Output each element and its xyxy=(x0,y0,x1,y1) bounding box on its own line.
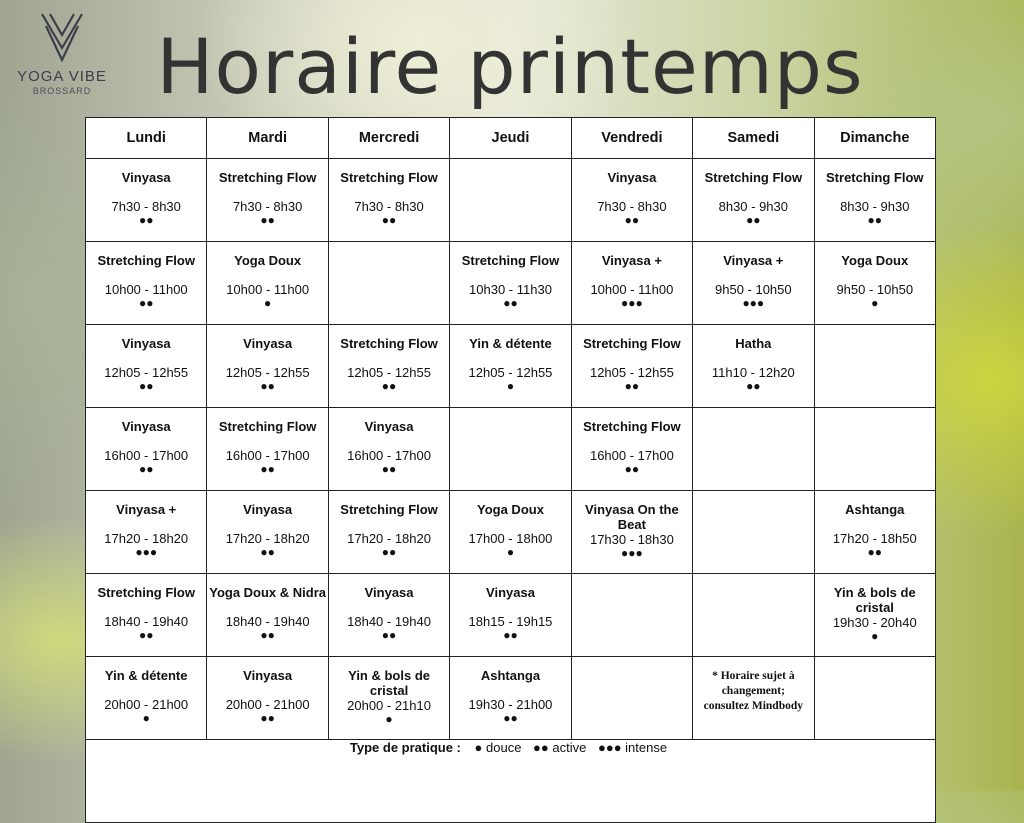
intensity-dots: ●● xyxy=(503,628,518,642)
class-time: 7h30 - 8h30 xyxy=(354,199,424,214)
class-name: Vinyasa xyxy=(121,170,171,185)
class-name: Stretching Flow xyxy=(218,419,317,434)
empty-slot xyxy=(693,491,814,574)
intensity-dots: ●●● xyxy=(135,545,158,559)
empty-slot xyxy=(571,574,692,657)
legend-text: active xyxy=(552,740,587,755)
intensity-dots: ●● xyxy=(138,379,154,393)
day-header: Vendredi xyxy=(571,118,692,159)
class-slot xyxy=(814,491,935,574)
class-slot xyxy=(328,574,449,657)
intensity-dots: ●● xyxy=(260,628,275,642)
class-time: 10h00 - 11h00 xyxy=(104,282,188,297)
class-time: 19h30 - 20h40 xyxy=(832,615,917,630)
intensity-dots: ● xyxy=(506,379,515,393)
intensity-dots: ●● xyxy=(867,545,883,559)
class-slot xyxy=(571,159,692,242)
schedule-row xyxy=(86,574,936,657)
class-time: 20h00 - 21h00 xyxy=(104,697,189,712)
intensity-dots: ●● xyxy=(381,545,397,559)
class-time: 9h50 - 10h50 xyxy=(715,282,792,297)
class-slot xyxy=(814,159,935,242)
class-time: 17h20 - 18h50 xyxy=(832,531,917,546)
class-time: 9h50 - 10h50 xyxy=(836,282,914,297)
class-time: 12h05 - 12h55 xyxy=(347,365,431,380)
logo-city: BROSSARD xyxy=(32,86,92,96)
class-time: 19h30 - 21h00 xyxy=(468,697,553,712)
class-name: Vinyasa xyxy=(121,336,171,351)
class-slot xyxy=(207,657,328,740)
class-slot xyxy=(86,657,207,740)
class-name: Vinyasa + xyxy=(601,253,662,268)
legend-dots: ●●● xyxy=(597,740,622,755)
class-time: 17h20 - 18h20 xyxy=(225,531,310,546)
legend-text: douce xyxy=(486,740,522,755)
class-time: 10h00 - 11h00 xyxy=(226,282,310,297)
class-time: 10h00 - 11h00 xyxy=(590,282,674,297)
intensity-dots: ●●● xyxy=(742,296,765,310)
class-slot xyxy=(86,242,207,325)
schedule-row xyxy=(86,491,936,574)
class-name: Vinyasa On the Beat xyxy=(585,502,679,532)
class-slot xyxy=(450,491,571,574)
schedule-note xyxy=(693,657,814,740)
class-time: 17h00 - 18h00 xyxy=(468,531,553,546)
class-time: 11h10 - 12h20 xyxy=(711,365,795,380)
intensity-dots: ● xyxy=(385,712,393,726)
class-time: 18h40 - 19h40 xyxy=(104,614,189,629)
intensity-dots: ●● xyxy=(138,213,154,227)
empty-slot xyxy=(571,657,692,740)
class-slot xyxy=(207,491,328,574)
class-time: 12h05 - 12h55 xyxy=(225,365,310,380)
page-title: Horaire printemps xyxy=(156,22,864,111)
class-name: Stretching Flow xyxy=(704,170,803,185)
intensity-dots: ●● xyxy=(746,379,761,393)
day-header: Dimanche xyxy=(814,118,935,159)
intensity-dots: ● xyxy=(871,629,879,643)
day-header: Lundi xyxy=(86,118,207,159)
day-header-row xyxy=(86,118,936,159)
class-slot xyxy=(86,159,207,242)
empty-slot xyxy=(450,408,571,491)
class-slot xyxy=(571,491,692,574)
class-name: Hatha xyxy=(735,336,772,351)
legend xyxy=(86,740,936,823)
empty-slot xyxy=(814,657,935,740)
intensity-dots: ● xyxy=(264,296,272,310)
class-name: Vinyasa + xyxy=(723,253,784,268)
class-time: 7h30 - 8h30 xyxy=(232,199,303,214)
intensity-dots: ●● xyxy=(138,462,154,476)
legend-item-douce xyxy=(475,740,522,755)
class-name: Vinyasa xyxy=(364,419,414,434)
class-time: 10h30 - 11h30 xyxy=(469,282,552,297)
schedule-row xyxy=(86,159,936,242)
class-time: 7h30 - 8h30 xyxy=(111,199,181,214)
class-name: Vinyasa xyxy=(121,419,171,434)
class-time: 16h00 - 17h00 xyxy=(225,448,310,463)
class-time: 8h30 - 9h30 xyxy=(840,199,910,214)
class-time: 12h05 - 12h55 xyxy=(589,365,674,380)
class-name: Stretching Flow xyxy=(340,336,438,351)
class-name: Yin & bols de cristal xyxy=(833,585,916,615)
legend-dots: ●● xyxy=(533,740,549,755)
class-name: Vinyasa xyxy=(364,585,414,600)
intensity-dots: ● xyxy=(506,545,515,559)
day-header: Mardi xyxy=(207,118,328,159)
class-time: 17h20 - 18h20 xyxy=(104,531,189,546)
empty-slot xyxy=(693,574,814,657)
class-slot xyxy=(450,325,571,408)
class-time: 16h00 - 17h00 xyxy=(347,448,431,463)
class-slot xyxy=(571,325,692,408)
class-name: Ashtanga xyxy=(845,502,905,517)
intensity-dots: ●● xyxy=(381,628,397,642)
day-header: Mercredi xyxy=(328,118,449,159)
class-slot xyxy=(328,159,449,242)
intensity-dots: ● xyxy=(871,296,879,310)
intensity-dots: ●● xyxy=(503,296,518,310)
note-text: * Horaire sujet à changement; consultez Mindbody xyxy=(703,670,803,712)
schedule-table xyxy=(85,117,936,823)
class-name: Yin & détente xyxy=(104,668,188,683)
class-time: 7h30 - 8h30 xyxy=(597,199,667,214)
class-name: Stretching Flow xyxy=(340,170,438,185)
intensity-dots: ●● xyxy=(260,711,275,725)
class-slot xyxy=(814,574,935,657)
class-name: Stretching Flow xyxy=(583,336,681,351)
class-name: Yoga Doux xyxy=(477,502,544,517)
class-name: Vinyasa xyxy=(243,502,293,517)
class-slot xyxy=(86,325,207,408)
intensity-dots: ●● xyxy=(260,213,275,227)
intensity-dots: ●●● xyxy=(621,546,643,560)
empty-slot xyxy=(814,325,935,408)
class-name: Vinyasa xyxy=(243,336,293,351)
empty-slot xyxy=(328,242,449,325)
class-slot xyxy=(693,242,814,325)
class-name: Stretching Flow xyxy=(461,253,560,268)
class-slot xyxy=(328,657,449,740)
intensity-dots: ●● xyxy=(624,213,640,227)
intensity-dots: ● xyxy=(142,711,150,725)
class-time: 18h40 - 19h40 xyxy=(225,614,310,629)
class-name: Yin & bols de cristal xyxy=(348,668,430,698)
intensity-dots: ●● xyxy=(260,545,275,559)
intensity-dots: ●●● xyxy=(621,296,643,310)
class-time: 18h40 - 19h40 xyxy=(347,614,431,629)
intensity-dots: ●● xyxy=(138,628,154,642)
class-slot xyxy=(207,242,328,325)
logo xyxy=(12,12,112,96)
intensity-dots: ●● xyxy=(503,711,518,725)
empty-slot xyxy=(450,159,571,242)
intensity-dots: ●● xyxy=(381,213,397,227)
empty-slot xyxy=(814,408,935,491)
day-header: Jeudi xyxy=(450,118,571,159)
intensity-dots: ●● xyxy=(260,462,275,476)
day-header: Samedi xyxy=(693,118,814,159)
schedule-row xyxy=(86,657,936,740)
class-slot xyxy=(814,242,935,325)
yoga-vibe-logo-icon xyxy=(40,12,84,62)
class-slot xyxy=(86,408,207,491)
schedule-row xyxy=(86,408,936,491)
class-name: Yin & détente xyxy=(469,336,552,351)
class-time: 12h05 - 12h55 xyxy=(468,365,553,380)
class-name: Ashtanga xyxy=(480,668,541,683)
class-time: 20h00 - 21h00 xyxy=(225,697,310,712)
class-slot xyxy=(86,491,207,574)
intensity-dots: ●● xyxy=(138,296,154,310)
intensity-dots: ●● xyxy=(260,379,275,393)
class-name: Vinyasa xyxy=(607,170,657,185)
class-name: Stretching Flow xyxy=(340,502,438,517)
class-name: Yoga Doux & Nidra xyxy=(209,585,327,600)
class-slot xyxy=(207,408,328,491)
class-slot xyxy=(207,574,328,657)
schedule-row xyxy=(86,242,936,325)
class-name: Stretching Flow xyxy=(218,170,317,185)
class-slot xyxy=(693,159,814,242)
class-slot xyxy=(207,159,328,242)
intensity-dots: ●● xyxy=(381,462,397,476)
class-name: Stretching Flow xyxy=(583,419,681,434)
class-name: Stretching Flow xyxy=(826,170,924,185)
legend-item-active xyxy=(533,740,586,755)
intensity-dots: ●● xyxy=(624,379,640,393)
class-name: Vinyasa + xyxy=(116,502,177,517)
class-name: Stretching Flow xyxy=(97,253,195,268)
class-slot xyxy=(328,491,449,574)
class-time: 17h20 - 18h20 xyxy=(347,531,431,546)
class-name: Yoga Doux xyxy=(841,253,909,268)
class-time: 16h00 - 17h00 xyxy=(104,448,189,463)
intensity-dots: ●● xyxy=(867,213,883,227)
class-slot xyxy=(571,408,692,491)
class-slot xyxy=(450,657,571,740)
class-name: Vinyasa xyxy=(486,585,535,600)
legend-item-intense xyxy=(598,740,667,755)
class-name: Vinyasa xyxy=(243,668,293,683)
class-name: Stretching Flow xyxy=(97,585,195,600)
class-slot xyxy=(207,325,328,408)
class-slot xyxy=(86,574,207,657)
legend-label: Type de pratique : xyxy=(349,740,461,755)
legend-dots: ● xyxy=(474,740,483,755)
class-slot xyxy=(328,408,449,491)
class-slot xyxy=(328,325,449,408)
class-slot xyxy=(450,242,571,325)
class-slot xyxy=(450,574,571,657)
class-time: 8h30 - 9h30 xyxy=(718,199,789,214)
intensity-dots: ●● xyxy=(746,213,761,227)
class-slot xyxy=(571,242,692,325)
logo-brand: YOGA VIBE xyxy=(17,68,107,85)
schedule-row xyxy=(86,325,936,408)
class-time: 18h15 - 19h15 xyxy=(468,614,553,629)
class-time: 12h05 - 12h55 xyxy=(104,365,189,380)
class-time: 20h00 - 21h10 xyxy=(347,698,431,713)
class-name: Yoga Doux xyxy=(234,253,302,268)
class-time: 16h00 - 17h00 xyxy=(589,448,674,463)
intensity-dots: ●● xyxy=(624,462,640,476)
empty-slot xyxy=(693,408,814,491)
class-slot xyxy=(693,325,814,408)
intensity-dots: ●● xyxy=(381,379,397,393)
legend-text: intense xyxy=(625,740,668,755)
legend-row xyxy=(86,740,936,823)
class-time: 17h30 - 18h30 xyxy=(589,532,674,547)
